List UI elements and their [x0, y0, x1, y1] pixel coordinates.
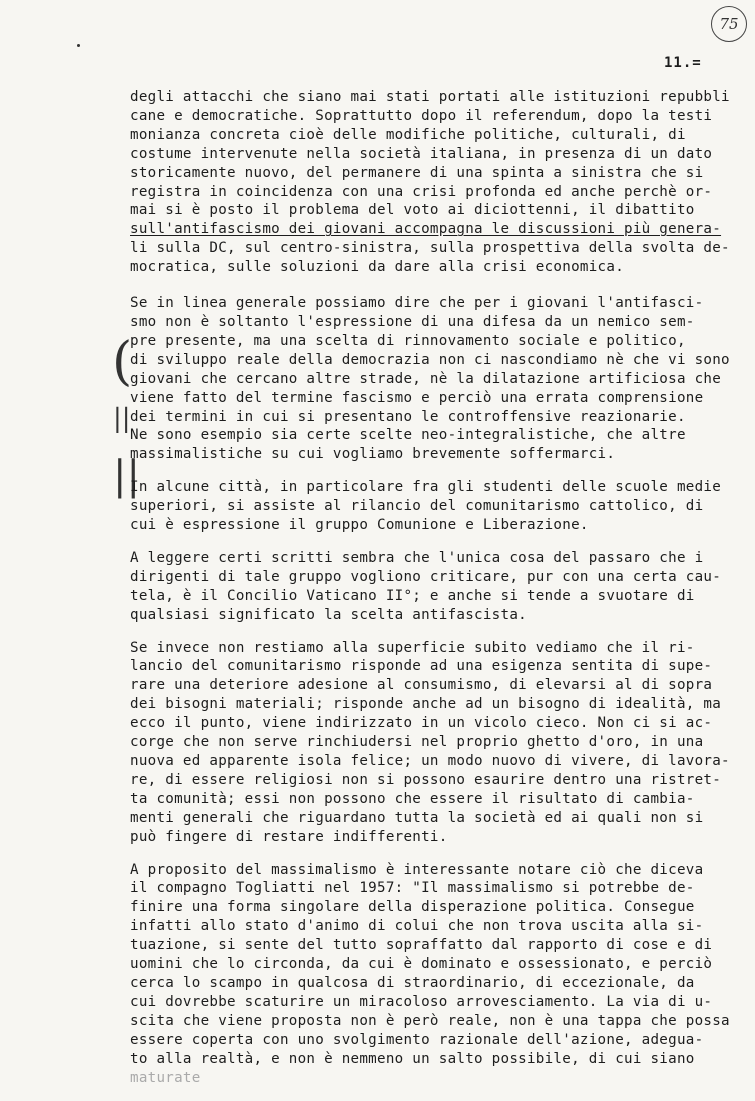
text-line: giovani che cercano altre strade, nè la dilatazione artificiosa che [130, 370, 722, 387]
text-line: dei termini in cui si presentano le controffensive reazionarie. [130, 408, 686, 425]
text-line: essere coperta con uno svolgimento razionale dell'azione, adegua- [130, 1031, 704, 1048]
text-line: A proposito del massimalismo è interessante notare ciò che diceva [130, 861, 704, 878]
text-line: ta comunità; essi non possono che essere il risultato di cambia- [130, 790, 695, 807]
text-line: A leggere certi scritti sembra che l'unica cosa del passaro che i [130, 549, 704, 566]
text-line: mocratica, sulle soluzioni da dare alla crisi economica. [130, 259, 625, 276]
text-line: corge che non serve rinchiudersi nel proprio ghetto d'oro, in una [130, 734, 704, 751]
text-line: nuova ed apparente isola felice; un modo nuovo di vivere, di lavora- [130, 753, 730, 769]
margin-bracket-mark: ( [112, 332, 133, 392]
text-line: scita che viene proposta non è però reale, non è una tappa che possa [130, 1012, 730, 1029]
text-line: cane e democratiche. Soprattutto dopo il referendum, dopo la testi [130, 107, 713, 124]
text-line: Se in linea generale possiamo dire che per i giovani l'antifasci- [130, 295, 704, 312]
text-line: tela, è il Concilio Vaticano II°; e anche si tende a svuotare di [130, 587, 695, 604]
text-line: monianza concreta cioè delle modifiche politiche, culturali, di [130, 126, 686, 143]
text-line: cui dovrebbe scaturire un miracoloso arrovesciamento. La via di u- [130, 993, 713, 1010]
text-line: ecco il punto, viene indirizzato in un vicolo cieco. Non ci si ac- [130, 715, 713, 732]
text-line: storicamente nuovo, del permanere di una spinta a sinistra che si [130, 164, 704, 181]
paragraph-1 [130, 88, 742, 277]
text-line: uomini che lo circonda, da cui è dominato e ossessionato, e perciò [130, 956, 713, 973]
paragraph-4 [130, 549, 742, 625]
text-line: finire una forma singolare della disperazione politica. Consegue [130, 899, 695, 916]
text-line: lancio del comunitarismo risponde ad una esigenza sentita di supe- [130, 658, 713, 675]
text-line: dei bisogni materiali; risponde anche ad un bisogno di idealità, ma [130, 696, 722, 713]
text-line: tuazione, si sente del tutto sopraffatto dal rapporto di cose e di [130, 937, 713, 954]
text-line: degli attacchi che siano mai stati portati alle istituzioni repubbli [130, 89, 730, 105]
text-line: pre presente, ma una scelta di rinnovamento sociale e politico, [130, 332, 686, 349]
page-number: 11.= [664, 55, 702, 71]
paragraph-2 [130, 294, 742, 464]
text-line: Se invece non restiamo alla superficie subito vediamo che il ri- [130, 639, 695, 656]
margin-bracket-mark-2: || [113, 453, 140, 499]
text-line-faded: maturate [130, 1069, 201, 1086]
text-line: dirigenti di tale gruppo vogliono criticare, pur con una certa cau- [130, 568, 722, 585]
body-text [130, 88, 742, 1101]
text-line: menti generali che riguardano tutta la società ed ai quali non si [130, 809, 704, 826]
text-line: il compagno Togliatti nel 1957: "Il massimalismo si potrebbe de- [130, 880, 695, 897]
text-line: rare una deteriore adesione al consumismo, di elevarsi al di sopra [130, 677, 713, 694]
text-line-underlined: sull'antifascismo dei giovani accompagna le discussioni più genera- [130, 221, 722, 238]
text-line: superiori, si assiste al rilancio del comunitarismo cattolico, di [130, 498, 704, 515]
text-line: In alcune città, in particolare fra gli studenti delle scuole medie [130, 479, 722, 496]
text-line: mai si è posto il problema del voto ai diciottenni, il dibattito [130, 202, 695, 219]
text-line: cerca lo scampo in qualcosa di straordinario, di eccezionale, da [130, 974, 695, 991]
text-line: viene fatto del termine fascismo e perciò una errata comprensione [130, 389, 704, 406]
handwritten-page-number: 75 [711, 6, 747, 42]
text-line: re, di essere religiosi non si possono esaurire dentro una ristret- [130, 771, 722, 788]
paragraph-6 [130, 861, 742, 1088]
margin-double-line-mark: || [113, 404, 131, 434]
text-line: to alla realtà, e non è nemmeno un salto possibile, di cui siano [130, 1050, 695, 1067]
paragraph-3 [130, 478, 742, 535]
text-line: infatti allo stato d'animo di colui che non trova uscita alla si- [130, 918, 704, 935]
text-line: cui è espressione il gruppo Comunione e Liberazione. [130, 517, 589, 534]
text-line: può fingere di restare indifferenti. [130, 828, 448, 845]
text-line: di sviluppo reale della democrazia non ci nascondiamo nè che vi sono [130, 351, 730, 368]
text-line: registra in coincidenza con una crisi profonda ed anche perchè or- [130, 183, 713, 200]
ink-speck [77, 44, 80, 47]
text-line: Ne sono esempio sia certe scelte neo-integralistiche, che altre [130, 427, 686, 444]
text-line: qualsiasi significato la scelta antifascista. [130, 606, 527, 623]
text-line: smo non è soltanto l'espressione di una difesa da un nemico sem- [130, 313, 695, 330]
text-line: li sulla DC, sul centro-sinistra, sulla prospettiva della svolta de- [130, 240, 730, 257]
paragraph-5 [130, 639, 742, 847]
text-line: costume intervenute nella società italiana, in presenza di un dato [130, 145, 713, 162]
text-line: massimalistiche su cui vogliamo brevemente soffermarci. [130, 446, 616, 463]
